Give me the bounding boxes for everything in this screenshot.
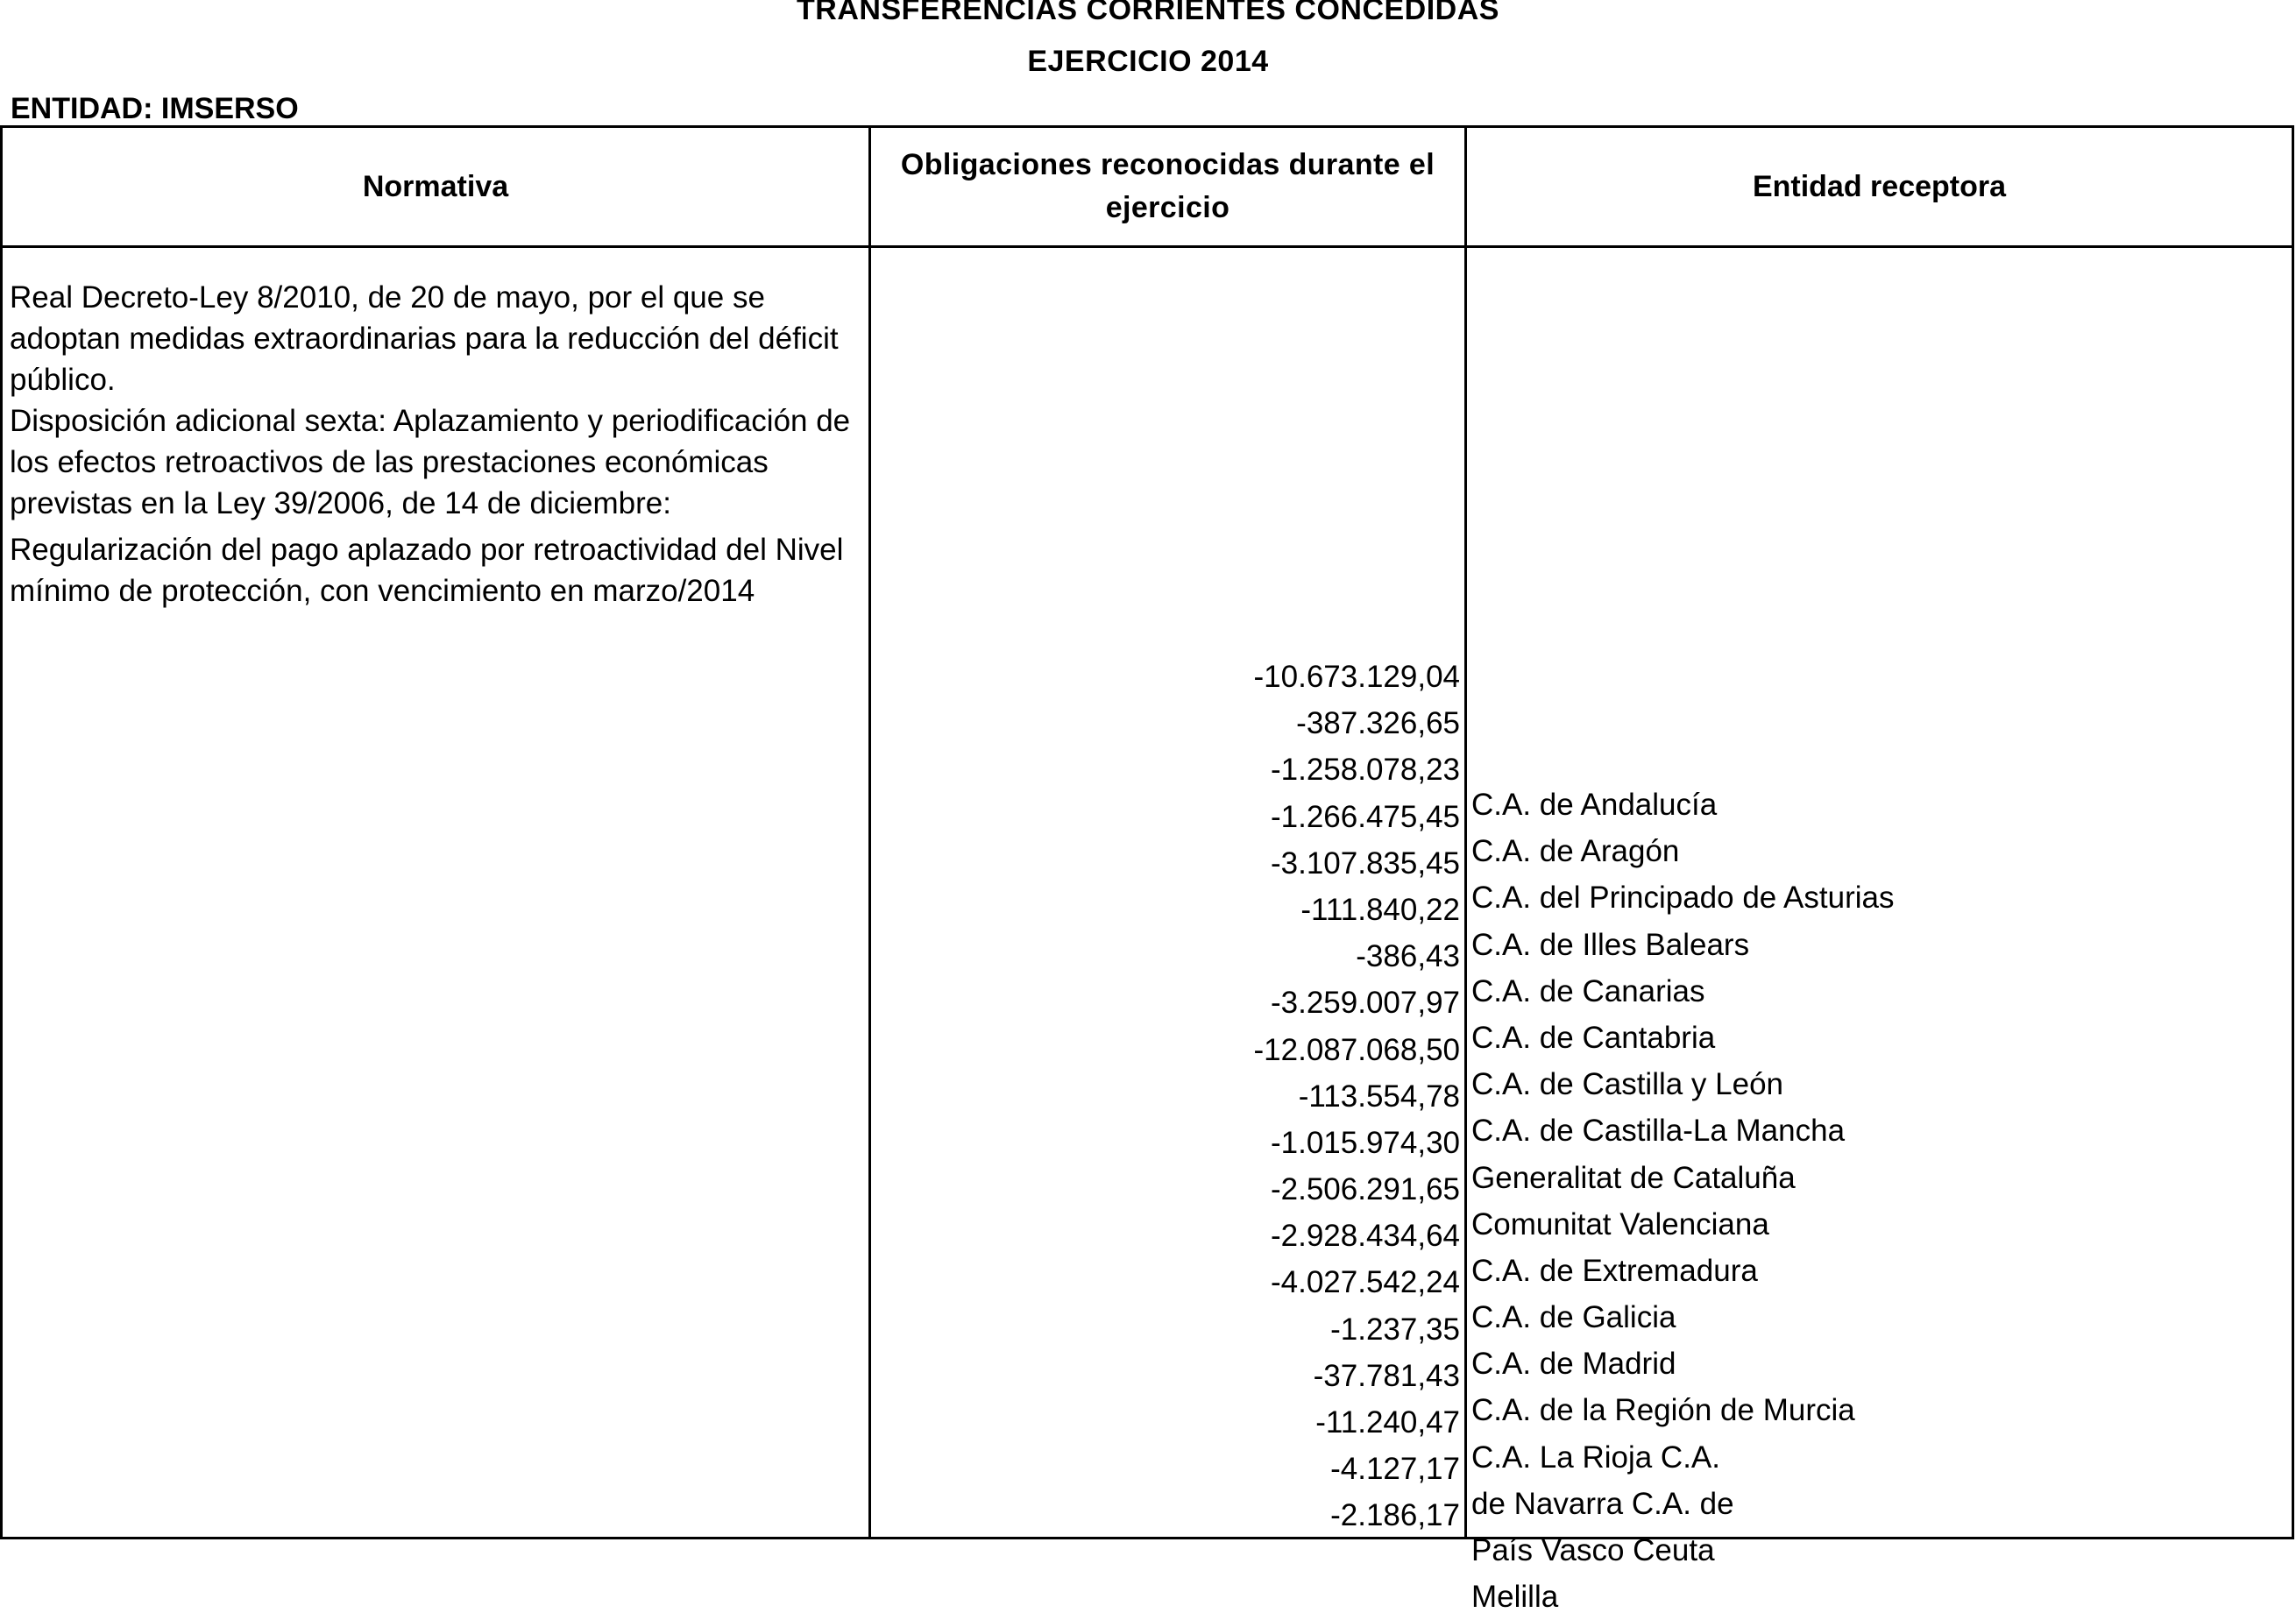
- amount-value: -3.107.835,45: [1270, 845, 1460, 881]
- amounts-column: [871, 654, 1462, 1539]
- amount-value: -4.027.542,24: [1270, 1265, 1460, 1300]
- amount-value: -1.258.078,23: [1270, 753, 1460, 788]
- amount-value: -111.840,22: [1300, 892, 1460, 927]
- amount-value: -1.237,35: [1330, 1312, 1460, 1347]
- document-title: TRANSFERENCIAS CORRIENTES CONCEDIDAS: [797, 0, 1499, 26]
- amount-value: -1.266.475,45: [1270, 799, 1460, 834]
- recipient-name: Generalitat de Cataluña: [1471, 1160, 1796, 1195]
- amount-value: -386,43: [1356, 939, 1460, 974]
- header-divider: [3, 245, 2292, 248]
- recipient-name: C.A. de Andalucía: [1471, 788, 1718, 822]
- recipient-name: C.A. de Extremadura: [1471, 1253, 1758, 1288]
- recipient-name: de Navarra C.A. de: [1471, 1486, 1734, 1521]
- amount-value: -2.506.291,65: [1270, 1172, 1460, 1207]
- document-subtitle: EJERCICIO 2014: [1027, 45, 1269, 78]
- recipient-name: C.A. del Principado de Asturias: [1471, 881, 1895, 916]
- recipient-name: C.A. de Canarias: [1471, 973, 1705, 1008]
- amount-value: -1.015.974,30: [1270, 1125, 1460, 1160]
- entity-label: ENTIDAD: IMSERSO: [11, 92, 299, 125]
- column-divider: [1464, 128, 1467, 1537]
- recipient-name: C.A. de Castilla y León: [1471, 1067, 1784, 1102]
- amount-value: -387.326,65: [1296, 706, 1460, 741]
- amount-value: -2.928.434,64: [1270, 1219, 1460, 1254]
- transfers-table: [0, 125, 2294, 1615]
- amount-value: -4.127,17: [1330, 1452, 1460, 1487]
- recipient-name: C.A. La Rioja C.A.: [1471, 1440, 1720, 1475]
- recipient-name: C.A. de Castilla-La Mancha: [1471, 1114, 1846, 1149]
- recipient-name: C.A. de Galicia: [1471, 1300, 1676, 1335]
- column-header-normativa: Normativa: [362, 169, 509, 203]
- amount-value: -3.259.007,97: [1270, 986, 1460, 1021]
- recipient-name: Comunitat Valenciana: [1471, 1206, 1769, 1242]
- normativa-paragraph: Real Decreto-Ley 8/2010, de 20 de mayo, por el que se adoptan medidas extraordinarias para la reducción del déficit público.: [10, 280, 839, 397]
- amount-value: -113.554,78: [1298, 1079, 1460, 1114]
- recipient-name: C.A. de la Región de Murcia: [1471, 1393, 1855, 1428]
- recipient-name: Melilla: [1471, 1580, 1559, 1615]
- amount-value: -2.186,17: [1330, 1498, 1460, 1533]
- normativa-cell: [10, 277, 860, 612]
- recipients-column: [1471, 782, 2286, 1620]
- amount-value: -12.087.068,50: [1253, 1032, 1460, 1067]
- column-header-entidad-receptora: Entidad receptora: [1752, 169, 2007, 203]
- normativa-paragraph: Disposición adicional sexta: Aplazamiento y periodificación de los efectos retroactivos de las prestaciones económicas previstas en la Ley 39/2006, de 14 de diciembre:: [10, 404, 851, 520]
- recipient-name: C.A. de Aragón: [1471, 834, 1680, 869]
- amount-value: -11.240,47: [1315, 1405, 1460, 1440]
- recipient-name: C.A. de Cantabria: [1471, 1020, 1716, 1055]
- normativa-paragraph: Regularización del pago aplazado por retroactividad del Nivel mínimo de protección, con vencimiento en marzo/2014: [10, 533, 844, 608]
- recipient-name: C.A. de Madrid: [1471, 1347, 1676, 1382]
- amount-value: -10.673.129,04: [1253, 660, 1460, 694]
- column-header-obligaciones: Obligaciones reconocidas durante el ejercicio: [900, 148, 1435, 224]
- amount-value: -37.781,43: [1313, 1358, 1460, 1393]
- recipient-name: País Vasco Ceuta: [1471, 1533, 1715, 1567]
- recipient-name: C.A. de Illes Balears: [1471, 927, 1750, 962]
